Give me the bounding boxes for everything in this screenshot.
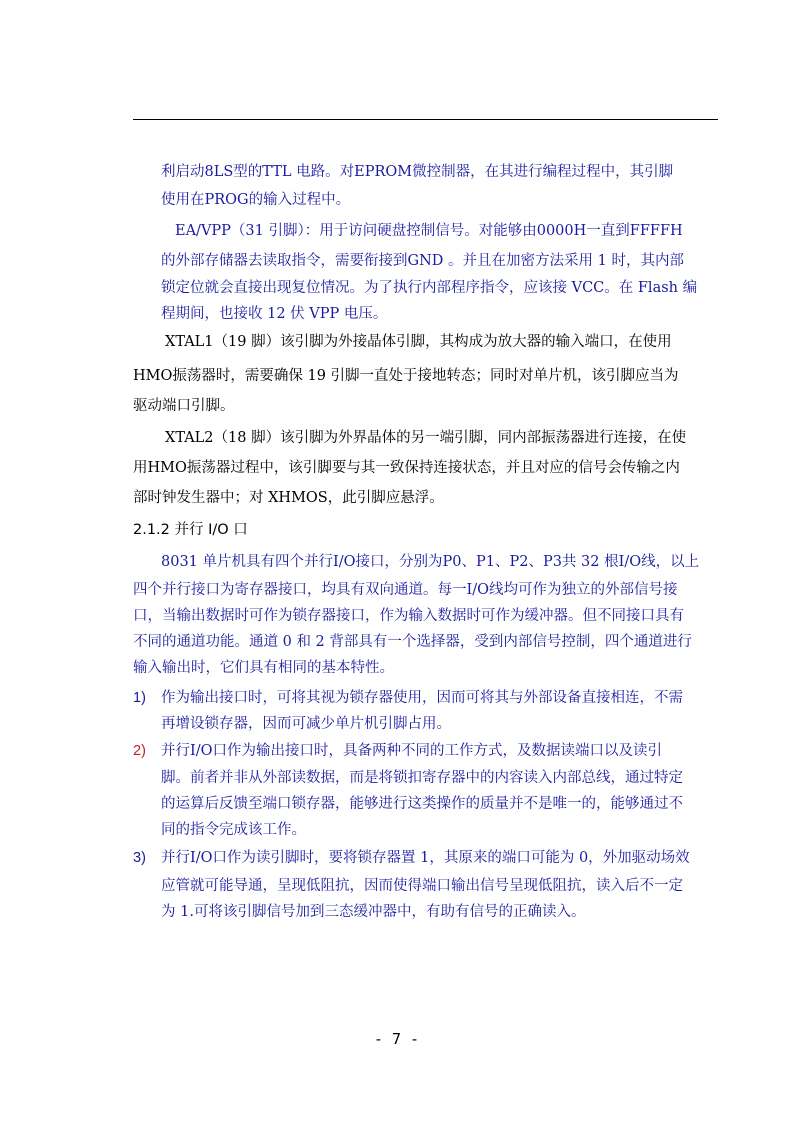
list-item-line: 再增设锁存器，因而可减少单片机引脚占用。 [161, 716, 451, 732]
list-item-number: 1) [133, 690, 146, 706]
list-item-line: 并行I/O口作为输出接口时，具备两种不同的工作方式，及数据读端口以及读引 [161, 743, 662, 759]
paragraph-line: XTAL1（19 脚）该引脚为外接晶体引脚，其构成为放大器的输入端口，在使用 [165, 334, 672, 350]
list-item-line: 同的指令完成该工作。 [161, 822, 306, 838]
paragraph-line: 驱动端口引脚。 [133, 398, 235, 414]
paragraph-line: 不同的通道功能。通道 0 和 2 背部具有一个选择器，受到内部信号控制，四个通道进行 [133, 634, 692, 650]
section-heading: 2.1.2 并行 I/O 口 [133, 522, 248, 538]
paragraph-line: 的外部存储器去读取指令，需要衔接到GND 。并且在加密方法采用 1 时，其内部 [161, 253, 684, 269]
paragraph-line: 四个并行接口为寄存器接口，均具有双向通道。每一I/O线均可作为独立的外部信号接 [133, 582, 678, 598]
paragraph-line: 利启动8LS型的TTL 电路。对EPROM微控制器，在其进行编程过程中，其引脚 [161, 164, 674, 180]
paragraph-line: 锁定位就会直接出现复位情况。为了执行内部程序指令，应该接 VCC。在 Flash 编 [161, 280, 698, 296]
paragraph-line: HMO振荡器时，需要确保 19 引脚一直处于接地转态；同时对单片机，该引脚应当为 [133, 368, 679, 384]
list-item-number: 3) [133, 850, 146, 866]
paragraph-line: EA/VPP（31 引脚）：用于访问硬盘控制信号。对能够由0000H一直到FFFFH [175, 223, 683, 239]
list-item-line: 的运算后反馈至端口锁存器，能够进行这类操作的质量并不是唯一的，能够通过不 [161, 796, 683, 812]
list-item-line: 作为输出接口时，可将其视为锁存器使用，因而可将其与外部设备直接相连，不需 [161, 690, 683, 706]
paragraph-line: XTAL2（18 脚）该引脚为外界晶体的另一端引脚，同内部振荡器进行连接，在使 [165, 430, 687, 446]
list-item-number: 2) [133, 743, 146, 759]
list-item-line: 并行I/O口作为读引脚时，要将锁存器置 1，其原来的端口可能为 0，外加驱动场效 [161, 850, 690, 866]
paragraph-line: 输入输出时，它们具有相同的基本特性。 [133, 660, 394, 676]
paragraph-line: 部时钟发生器中；对 XHMOS，此引脚应悬浮。 [133, 490, 444, 506]
list-item-line: 应管就可能导通，呈现低阻抗，因而使得端口输出信号呈现低阻抗，读入后不一定 [161, 878, 683, 894]
paragraph-line: 口，当输出数据时可作为锁存器接口，作为输入数据时可作为缓冲器。但不同接口具有 [133, 608, 684, 624]
paragraph-line: 使用在PROG的输入过程中。 [161, 192, 351, 208]
paragraph-line: 8031 单片机具有四个并行I/O接口，分别为P0、P1、P2、P3共 32 根I/O线，以上 [161, 554, 700, 570]
page-number: - 7 - [373, 1030, 420, 1048]
header-rule [133, 119, 718, 120]
list-item-line: 脚。前者并非从外部读数据，而是将锁扣寄存器中的内容读入内部总线，通过特定 [161, 770, 683, 786]
paragraph-line: 程期间，也接收 12 伏 VPP 电压。 [161, 306, 388, 322]
list-item-line: 为 1.可将该引脚信号加到三态缓冲器中，有助有信号的正确读入。 [161, 904, 586, 920]
paragraph-line: 用HMO振荡器过程中，该引脚要与其一致保持连接状态，并且对应的信号会传输之内 [133, 460, 680, 476]
